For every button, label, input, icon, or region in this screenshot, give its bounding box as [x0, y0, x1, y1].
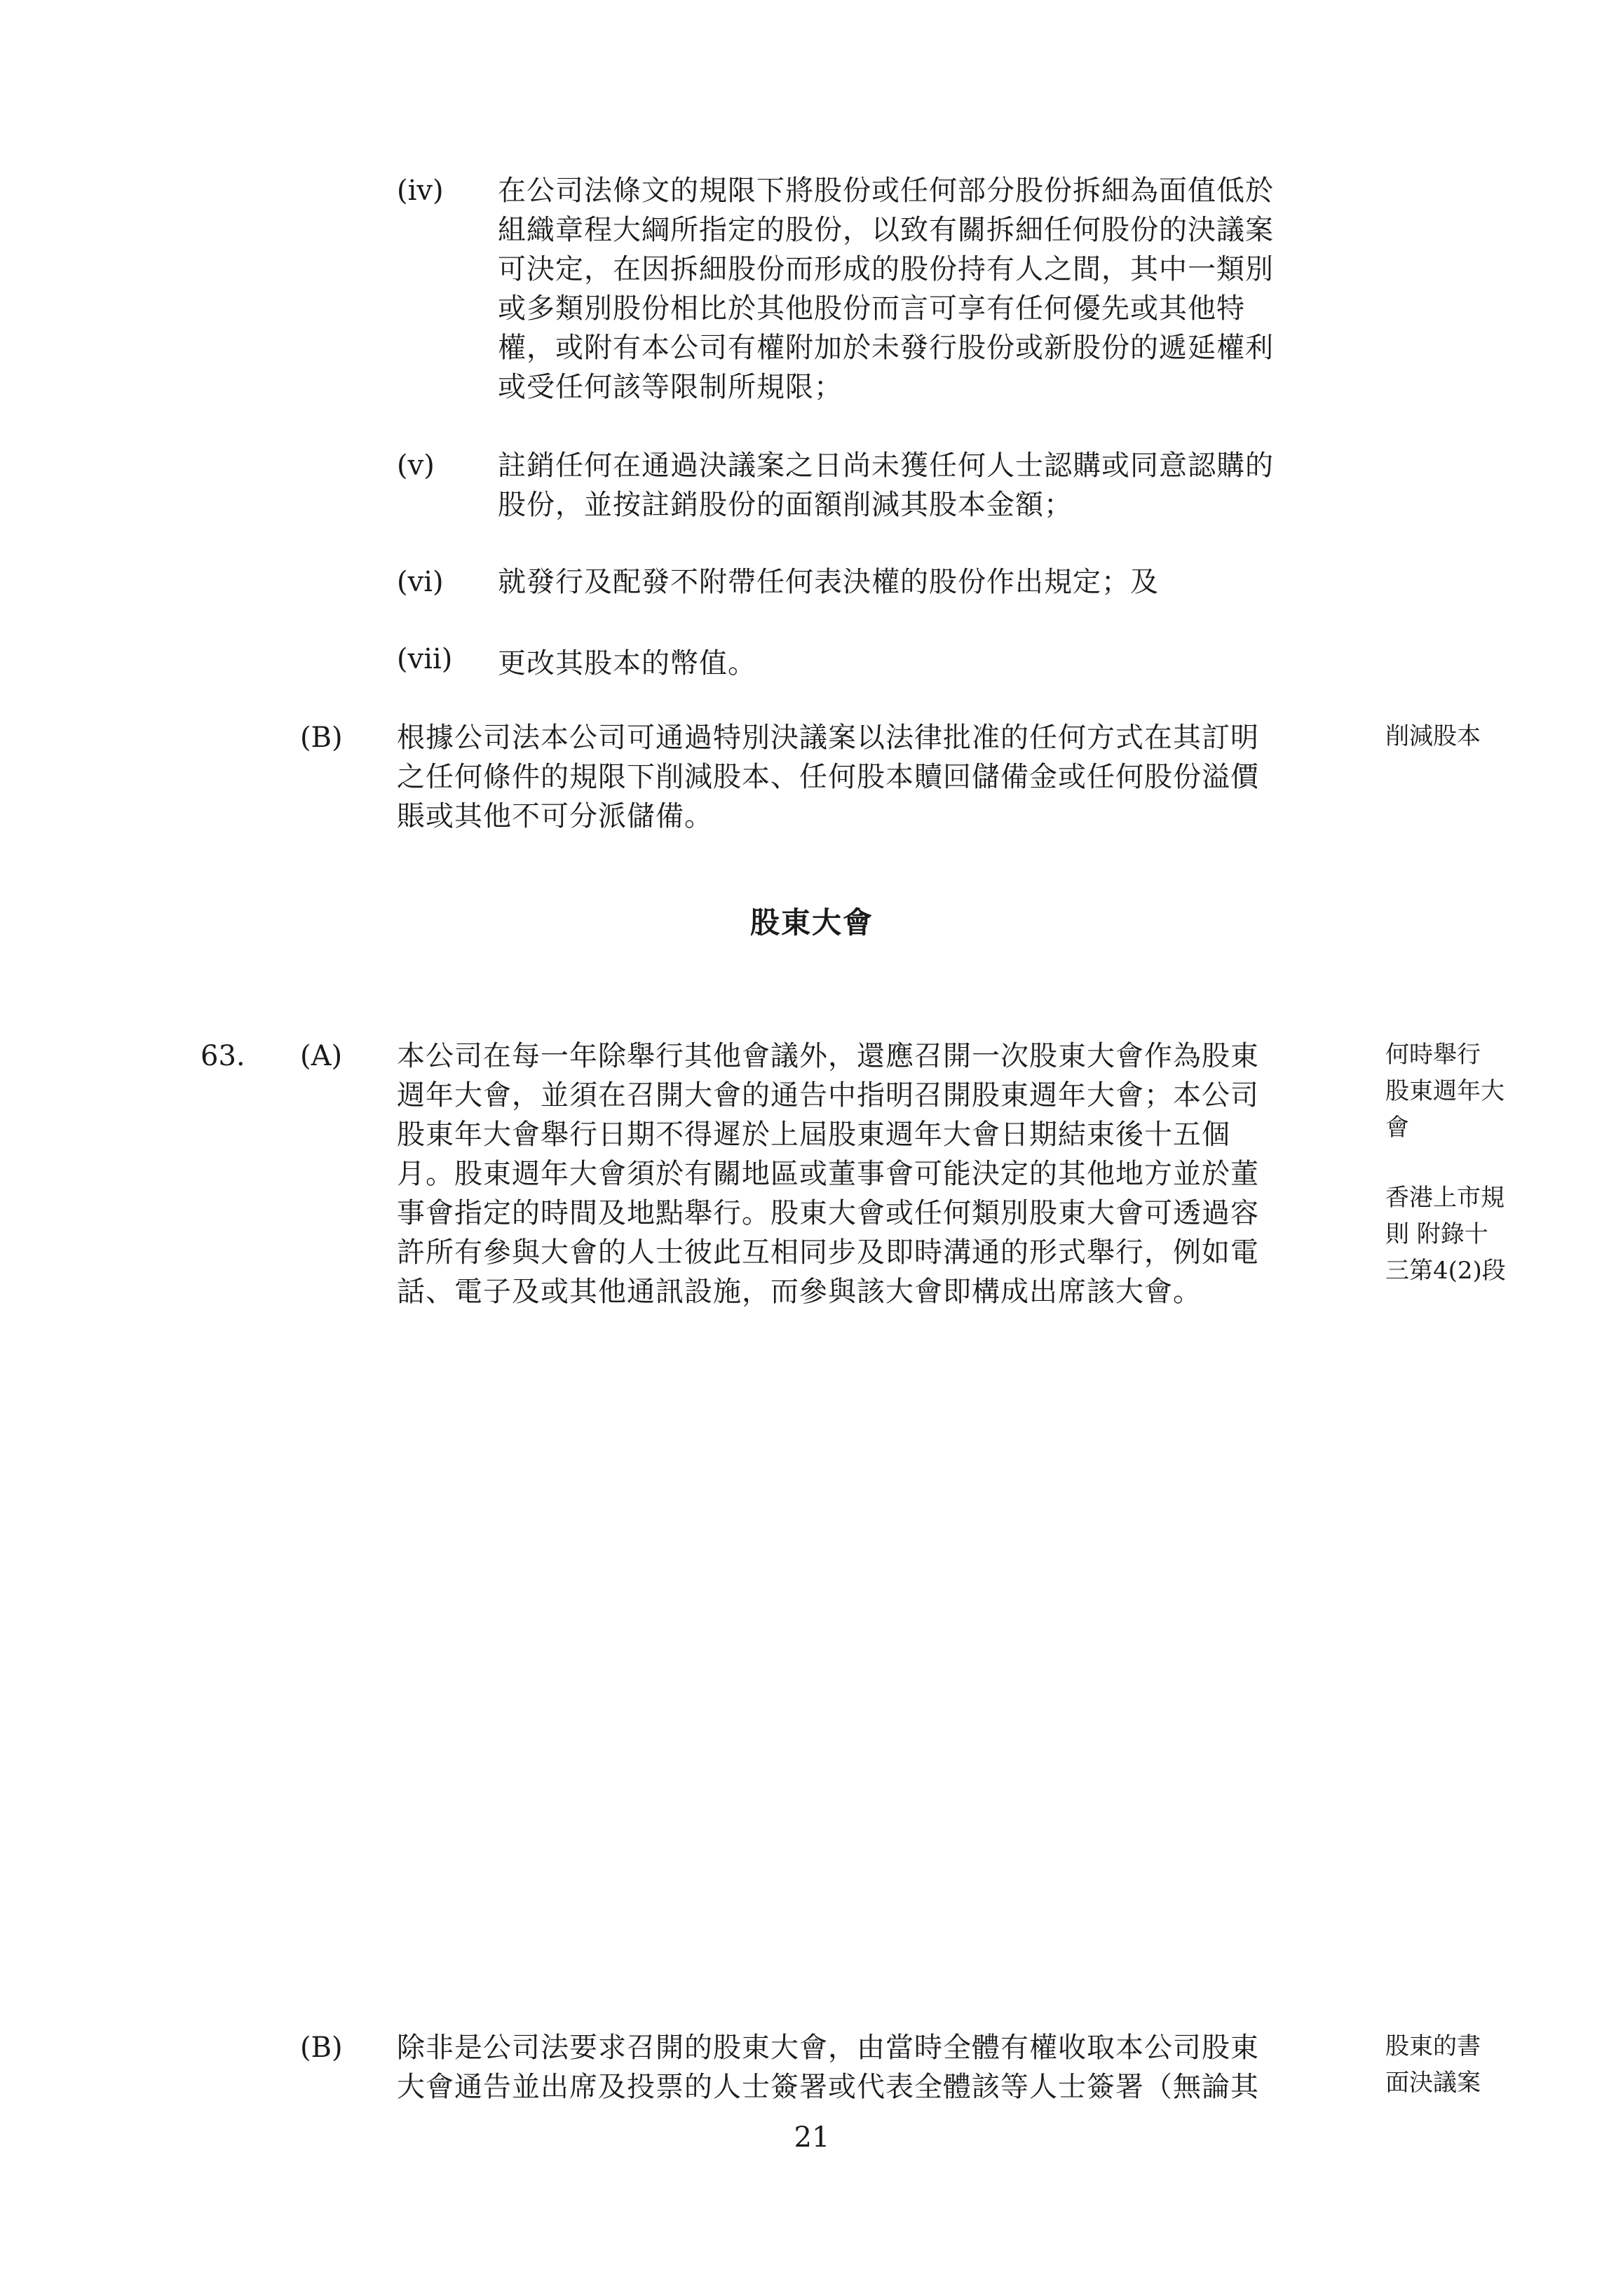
item-marker-vi: (vi) — [397, 566, 444, 598]
section-text-b-written — [397, 2028, 1259, 2107]
text-line: 股東年大會舉行日期不得遲於上屆股東週年大會日期結束後十五個 — [397, 1119, 1230, 1151]
item-marker-v: (v) — [397, 450, 435, 482]
margin-note-line: 香港上市規 — [1385, 1184, 1505, 1212]
text-line: 可決定，在因拆細股份而形成的股份持有人之間，其中一類別 — [498, 253, 1274, 285]
text-line: 就發行及配發不附帶任何表決權的股份作出規定；及 — [498, 566, 1159, 598]
item-text-vi — [498, 562, 1159, 602]
text-line: 股份，並按註銷股份的面額削減其股本金額； — [498, 489, 1073, 521]
text-line: 週年大會，並須在召開大會的通告中指明召開股東週年大會；本公司 — [397, 1079, 1259, 1112]
item-marker-iv: (iv) — [397, 175, 444, 207]
margin-note-written-resolution — [1385, 2028, 1481, 2101]
text-line: 除非是公司法要求召開的股東大會，由當時全體有權收取本公司股東 — [397, 2032, 1259, 2064]
margin-note-line: 何時舉行 — [1385, 1041, 1481, 1069]
margin-note-line: 會 — [1385, 1114, 1409, 1142]
item-text-vii — [498, 644, 756, 683]
item-marker-vii: (vii) — [397, 643, 453, 675]
margin-note-line: 三第4(2)段 — [1385, 1257, 1506, 1285]
page-number: 21 — [794, 2121, 830, 2154]
text-line: 註銷任何在通過決議案之日尚未獲任何人士認購或同意認購的 — [498, 450, 1274, 482]
margin-note-line: 削減股本 — [1385, 722, 1481, 750]
section-marker-b: (B) — [300, 722, 343, 754]
section-heading: 股東大會 — [749, 905, 874, 940]
text-line: 更改其股本的幣值。 — [498, 647, 756, 680]
item-text-v — [498, 446, 1274, 525]
article-63a-text — [397, 1036, 1259, 1311]
text-line: 權，或附有本公司有權附加於未發行股份或新股份的遞延權利 — [498, 332, 1274, 364]
item-text-iv — [498, 171, 1274, 407]
text-line: 事會指定的時間及地點舉行。股東大會或任何類別股東大會可透過容 — [397, 1197, 1259, 1229]
margin-note-line: 則 附錄十 — [1385, 1220, 1488, 1248]
text-line: 許所有參與大會的人士彼此互相同步及即時溝通的形式舉行，例如電 — [397, 1236, 1259, 1269]
text-line: 月。股東週年大會須於有關地區或董事會可能決定的其他地方並於董 — [397, 1158, 1259, 1190]
article-number: 63. — [201, 1040, 245, 1072]
margin-note-listing-rules — [1385, 1180, 1506, 1289]
text-line: 話、電子及或其他通訊設施，而參與該大會即構成出席該大會。 — [397, 1276, 1202, 1308]
text-line: 根據公司法本公司可通過特別決議案以法律批准的任何方式在其訂明 — [397, 722, 1259, 754]
text-line: 賬或其他不可分派儲備。 — [397, 800, 713, 832]
margin-note-agm-when — [1385, 1036, 1505, 1146]
text-line: 或多類別股份相比於其他股份而言可享有任何優先或其他特 — [498, 292, 1245, 325]
margin-note-reduce-capital — [1385, 718, 1481, 755]
text-line: 本公司在每一年除舉行其他會議外，還應召開一次股東大會作為股東 — [397, 1040, 1259, 1072]
margin-note-line: 股東週年大 — [1385, 1077, 1505, 1105]
margin-note-line: 股東的書 — [1385, 2032, 1481, 2060]
text-line: 之任何條件的規限下削減股本、任何股本贖回儲備金或任何股份溢價 — [397, 761, 1259, 793]
text-line: 或受任何該等限制所規限； — [498, 371, 843, 403]
text-line: 在公司法條文的規限下將股份或任何部分股份拆細為面值低於 — [498, 175, 1274, 207]
section-text-b — [397, 718, 1259, 836]
section-marker-b-written: (B) — [300, 2032, 343, 2064]
text-line: 組織章程大綱所指定的股份，以致有關拆細任何股份的決議案 — [498, 214, 1274, 246]
section-marker-a: (A) — [300, 1040, 343, 1072]
text-line: 大會通告並出席及投票的人士簽署或代表全體該等人士簽署（無論其 — [397, 2071, 1259, 2103]
margin-note-line: 面決議案 — [1385, 2069, 1481, 2097]
